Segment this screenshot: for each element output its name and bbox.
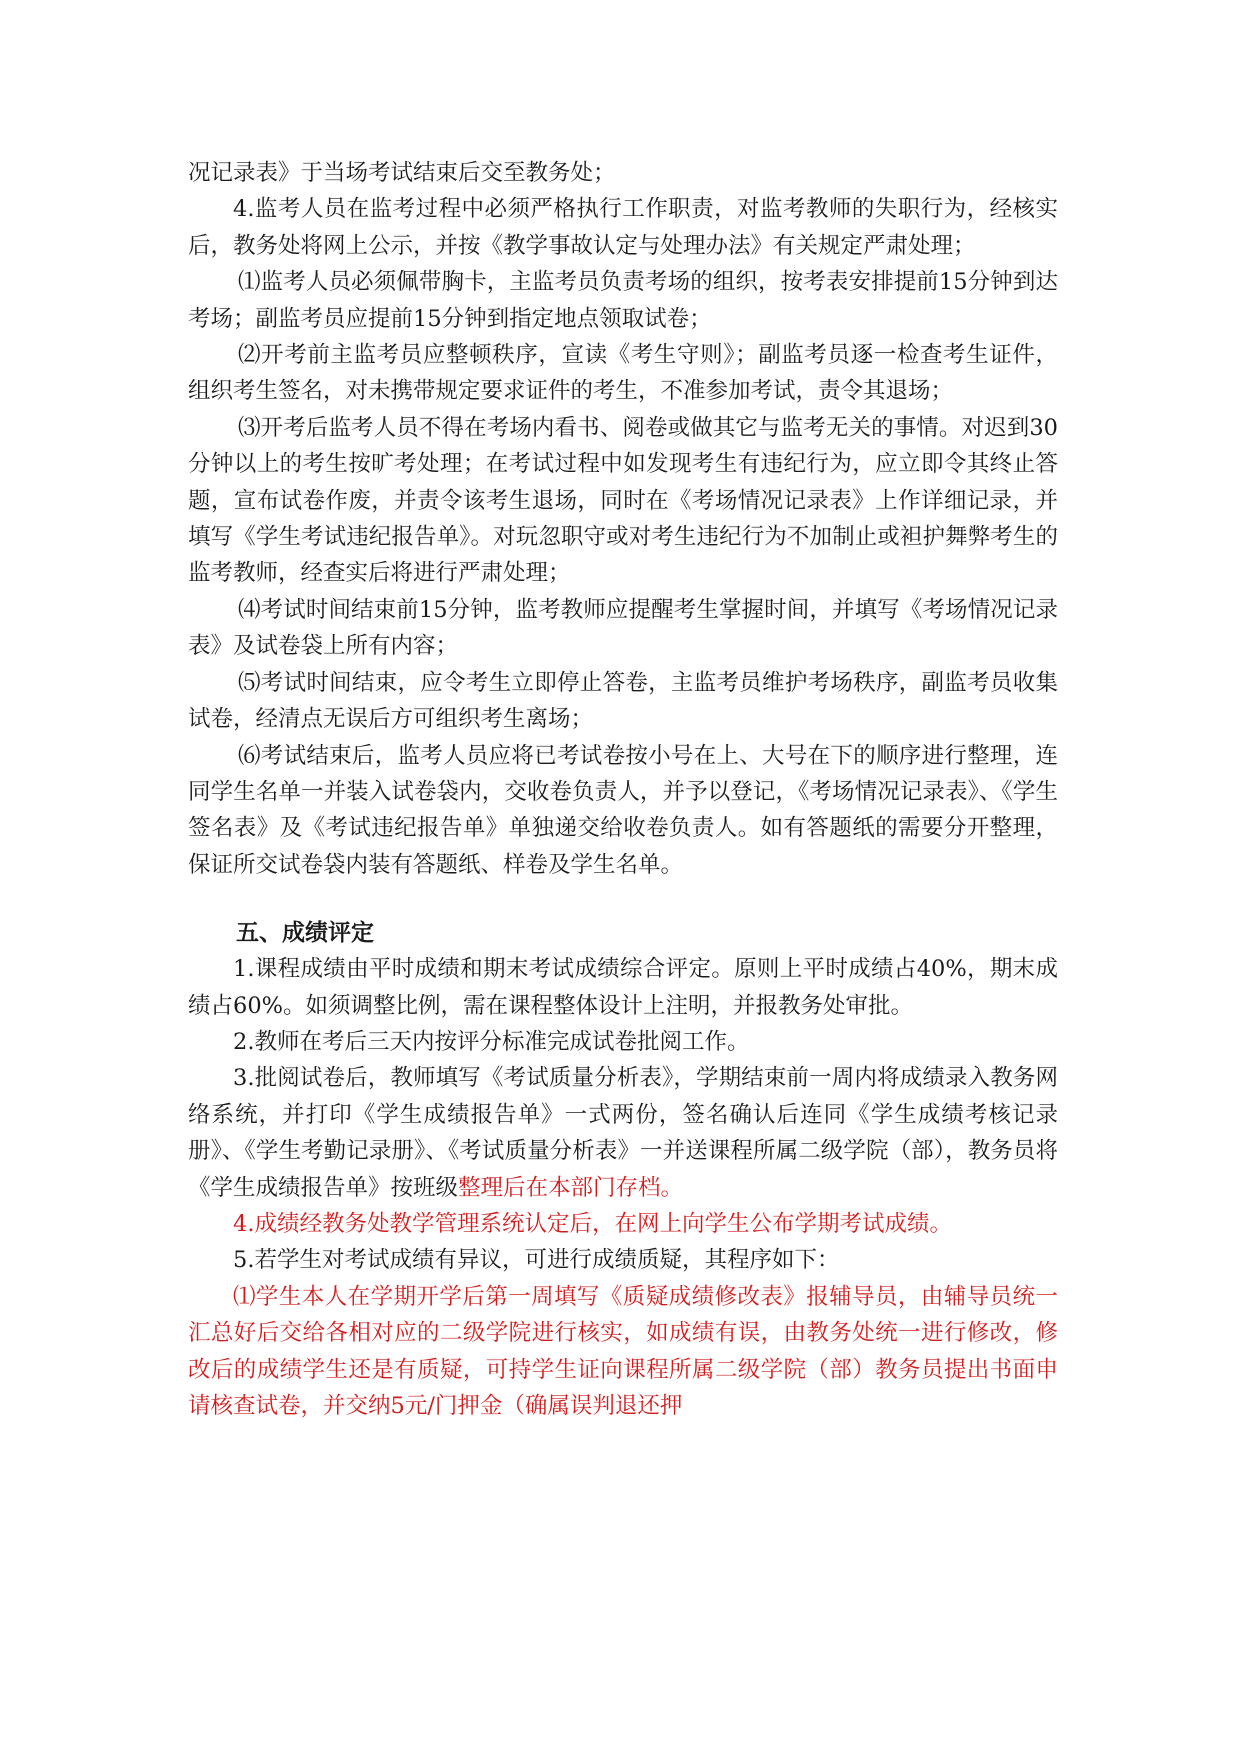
- paragraph-grade-5-item-1: ⑴学生本人在学期开学后第一周填写《质疑成绩修改表》报辅导员，由辅导员统一汇总好后交给各相对应的二级学院进行核实，如成绩有误，由教务处统一进行修改，修改后的成绩学生还是有质疑，可持学生证向课程所属二级学院（部）教务员提出书面申请核查试卷，并交纳5元/门押金（确属误判退还押: [188, 1283, 1058, 1419]
- document-body: [188, 155, 1058, 1424]
- paragraph-invigilator-duties: 4.监考人员在监考过程中必须严格执行工作职责，对监考教师的失职行为，经核实后，教务处将网上公示，并按《教学事故认定与处理办法》有关规定严肃处理；: [188, 196, 1058, 259]
- paragraph-grade-5: 5.若学生对考试成绩有异议，可进行成绩质疑，其程序如下：: [233, 1247, 840, 1274]
- paragraph-item-4: ⑷考试时间结束前15分钟，监考教师应提醒考生掌握时间，并填写《考场情况记录表》及试卷袋上所有内容；: [188, 596, 1058, 660]
- paragraph-grade-3-text: 3.批阅试卷后，教师填写《考试质量分析表》，学期结束前一周内将成绩录入教务网络系统，并打印《学生成绩报告单》一式两份，签名确认后连同《学生成绩考核记录册》、《学生考勤记录册》、《考试质量分析表》一并送课程所属二级学院（部），教务员将《学生成绩报告单》按班级: [188, 1065, 1058, 1201]
- paragraph-continuation: 况记录表》于当场考试结束后交至教务处；: [188, 160, 616, 186]
- paragraph-item-2: ⑵开考前主监考员应整顿秩序，宣读《考生守则》；副监考员逐一检查考生证件，组织考生签名，对未携带规定要求证件的考生，不准参加考试，责令其退场；: [188, 342, 1058, 405]
- section-heading: 五、成绩评定: [236, 920, 374, 947]
- section-gap: [188, 883, 1058, 915]
- paragraph-item-3: ⑶开考后监考人员不得在考场内看书、阅卷或做其它与监考无关的事情。对迟到30分钟以上的考生按旷考处理；在考试过程中如发现考生有违纪行为，应立即令其终止答题，宣布试卷作废，并责令该考生退场，同时在《考场情况记录表》上作详细记录，并填写《学生考试违纪报告单》。对玩忽职守或对考生违纪行为不加制止或袒护舞弊考生的监考教师，经查实后将进行严肃处理；: [188, 414, 1058, 587]
- paragraph-grade-2: 2.教师在考后三天内按评分标准完成试卷批阅工作。: [233, 1028, 750, 1055]
- paragraph-grade-3: [188, 1060, 1058, 1206]
- paragraph-item-6: ⑹考试结束后，监考人员应将已考试卷按小号在上、大号在下的顺序进行整理，连同学生名单一并装入试卷袋内，交收卷负责人，并予以登记，《考场情况记录表》、《学生签名表》及《考试违纪报告单》单独递交给收卷负责人。如有答题纸的需要分开整理，保证所交试卷袋内装有答题纸、样卷及学生名单。: [188, 742, 1058, 878]
- paragraph-item-1: ⑴监考人员必须佩带胸卡，主监考员负责考场的组织，按考表安排提前15分钟到达考场；副监考员应提前15分钟到指定地点领取试卷；: [188, 269, 1058, 332]
- paragraph-grade-1: 1.课程成绩由平时成绩和期末考试成绩综合评定。原则上平时成绩占40%，期末成绩占60%。如须调整比例，需在课程整体设计上注明，并报教务处审批。: [188, 956, 1058, 1019]
- paragraph-item-5: ⑸考试时间结束，应令考生立即停止答卷，主监考员维护考场秩序，副监考员收集试卷，经清点无误后方可组织考生离场；: [188, 669, 1058, 733]
- paragraph-grade-3-red: 整理后在本部门存档。: [458, 1174, 684, 1201]
- paragraph-grade-4: 4.成绩经教务处教学管理系统认定后，在网上向学生公布学期考试成绩。: [233, 1210, 952, 1237]
